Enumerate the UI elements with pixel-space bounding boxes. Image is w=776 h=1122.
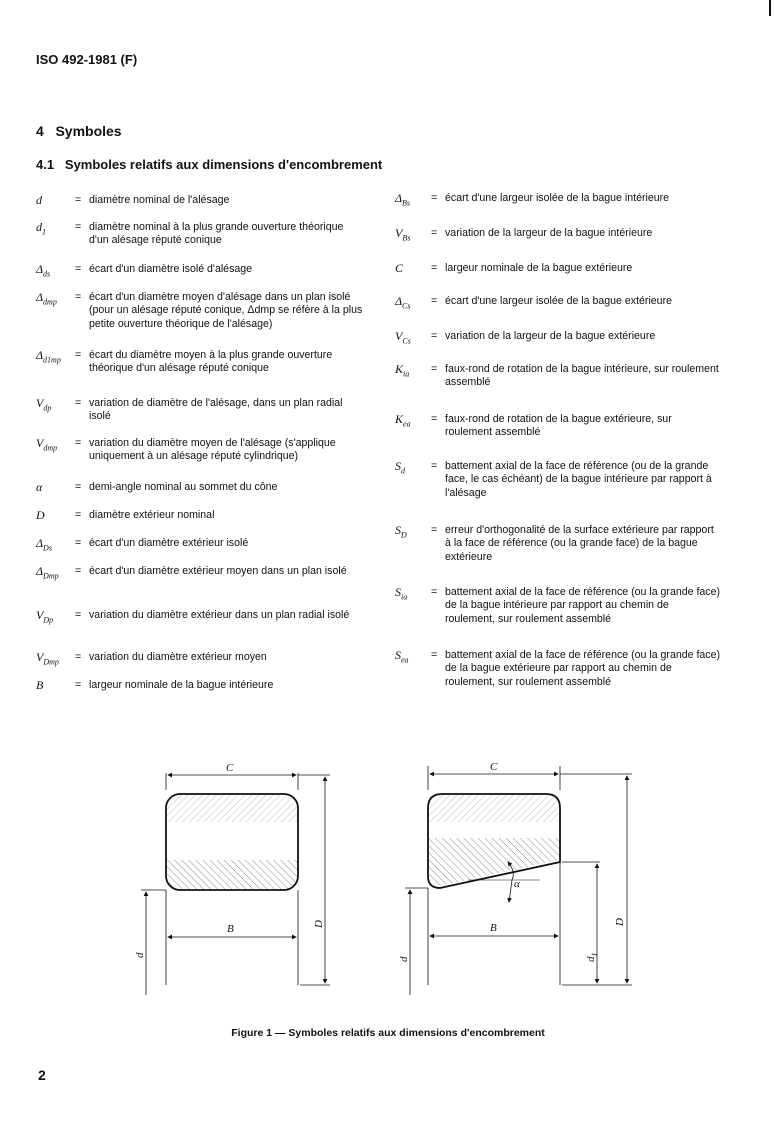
definition: écart d'un diamètre moyen d'alésage dans un plan isolé (pour un alésage réputé conique, Δdmp se réfère à la plus petite ouverture théorique de l'alésage) [89, 291, 363, 330]
definition: variation de la largeur de la bague extérieure [445, 330, 656, 342]
definition: faux-rond de rotation de la bague intérieure, sur roulement assemblé [445, 363, 719, 389]
equals-sign: = [431, 295, 438, 307]
definition: diamètre nominal à la plus grande ouverture théorique d'un alésage réputé conique [89, 221, 344, 247]
symbol-main: Δ [395, 294, 403, 308]
equals-sign: = [75, 291, 82, 303]
symbol-main: D [36, 508, 45, 522]
definition: erreur d'orthogonalité de la surface extérieure par rapport à la face de référence (ou la grande face) de la bague extérieure [445, 524, 714, 563]
equals-sign: = [431, 460, 438, 472]
definition: écart du diamètre moyen à la plus grande ouverture théorique d'un alésage réputé conique [89, 349, 333, 375]
equals-sign: = [431, 586, 438, 598]
equals-sign: = [431, 524, 438, 536]
symbol-subscript: D [401, 530, 407, 540]
symbol-main: S [395, 585, 401, 599]
equals-sign: = [431, 330, 438, 342]
symbol-subscript: Dmp [43, 571, 59, 581]
label-C-right: C [490, 761, 498, 773]
symbol-main: V [395, 226, 403, 240]
definition: variation du diamètre extérieur dans un plan radial isolé [89, 609, 350, 621]
equals-sign: = [431, 262, 438, 274]
figure-caption: Figure 1 — Symboles relatifs aux dimensions d'encombrement [231, 1027, 545, 1039]
symbol-subscript: Cs [402, 336, 411, 346]
equals-sign: = [431, 192, 438, 204]
equals-sign: = [75, 609, 82, 621]
symbol-main: d [36, 193, 42, 207]
symbol-main: V [36, 396, 44, 410]
equals-sign: = [431, 227, 438, 239]
label-d-right: d [398, 956, 410, 962]
symbol-main: Δ [36, 348, 44, 362]
definition: battement axial de la face de référence (ou de la grande face, le cas échéant) de la bague intérieure par rapport à l'alésage [445, 460, 712, 499]
equals-sign: = [431, 413, 438, 425]
symbol-subscript: d [401, 466, 405, 476]
equals-sign: = [431, 649, 438, 661]
definition: écart d'une largeur isolée de la bague intérieure [445, 192, 670, 204]
symbol-main: C [395, 261, 404, 275]
definition: diamètre nominal de l'alésage [89, 194, 230, 206]
definition: variation du diamètre extérieur moyen [89, 651, 267, 663]
equals-sign: = [75, 651, 82, 663]
definition: variation du diamètre moyen de l'alésage (s'applique uniquement à un alésage réputé cylindrique) [89, 437, 336, 463]
definition: battement axial de la face de référence (ou la grande face) de la bague extérieure par rapport au chemin de roulement, sur roulement assemblé [445, 649, 721, 688]
definition: battement axial de la face de référence (ou la grande face) de la bague intérieure par rapport au chemin de roulement, sur roulement assemblé [445, 586, 721, 625]
definition: écart d'une largeur isolée de la bague extérieure [445, 295, 672, 307]
symbol-subscript: ia [401, 592, 408, 602]
equals-sign: = [75, 221, 82, 233]
symbol-subscript: Cs [402, 301, 411, 311]
symbol-subscript: Dp [43, 615, 54, 625]
symbol-main: S [395, 523, 401, 537]
equals-sign: = [431, 363, 438, 375]
definition: écart d'un diamètre extérieur moyen dans un plan isolé [89, 565, 347, 577]
symbol-main: Δ [36, 564, 44, 578]
symbol-main: B [36, 678, 44, 692]
label-B-right: B [490, 922, 497, 934]
symbol-subscript: ia [403, 369, 410, 379]
definition: variation de la largeur de la bague intérieure [445, 227, 653, 239]
symbol-subscript: dp [43, 403, 52, 413]
symbol-main: S [395, 459, 401, 473]
symbol-main: K [395, 412, 404, 426]
definition: diamètre extérieur nominal [89, 509, 215, 521]
symbol-subscript: ea [401, 655, 409, 665]
cylindrical-bearing-section [141, 773, 330, 995]
symbol-main: d [36, 220, 42, 234]
symbol-main: V [36, 608, 44, 622]
symbol-subscript: ea [403, 419, 411, 429]
symbol-main: V [395, 329, 403, 343]
symbol-main: S [395, 648, 401, 662]
label-D-left: D [313, 920, 325, 928]
symbol-subscript: Ds [43, 543, 52, 553]
label-C-left: C [226, 762, 234, 774]
subsection-title: 4.1 Symboles relatifs aux dimensions d'encombrement [36, 157, 383, 172]
equals-sign: = [75, 263, 82, 275]
symbol-subscript: Dmp [43, 657, 59, 667]
equals-sign: = [75, 194, 82, 206]
definition: demi-angle nominal au sommet du cône [89, 481, 278, 493]
symbol-main: K [395, 362, 404, 376]
definition: largeur nominale de la bague extérieure [445, 262, 633, 274]
symbol-main: α [36, 480, 43, 494]
label-alpha: α [514, 878, 520, 890]
label-d-left: d [134, 952, 146, 958]
symbol-main: Δ [36, 536, 44, 550]
definition: écart d'un diamètre extérieur isolé [89, 537, 249, 549]
equals-sign: = [75, 509, 82, 521]
document-header: ISO 492-1981 (F) [36, 52, 138, 67]
definition: variation de diamètre de l'alésage, dans un plan radial isolé [89, 397, 343, 423]
equals-sign: = [75, 481, 82, 493]
symbol-subscript: dmp [43, 443, 58, 453]
equals-sign: = [75, 437, 82, 449]
equals-sign: = [75, 349, 82, 361]
symbol-main: Δ [36, 290, 44, 304]
symbol-subscript: 1 [42, 227, 46, 237]
equals-sign: = [75, 397, 82, 409]
label-D-right: D [614, 918, 626, 926]
label-d1-right: $d_1$ [585, 952, 599, 962]
symbol-subscript: ds [43, 269, 51, 279]
symbol-subscript: dmp [43, 297, 57, 307]
symbol-subscript: Bs [402, 233, 411, 243]
symbol-subscript: d1mp [43, 355, 61, 365]
symbol-subscript: Bs [402, 198, 411, 208]
equals-sign: = [75, 537, 82, 549]
equals-sign: = [75, 565, 82, 577]
section-title: 4 Symboles [36, 123, 122, 139]
definition: écart d'un diamètre isolé d'alésage [89, 263, 253, 275]
symbol-main: Δ [395, 191, 403, 205]
page-number: 2 [38, 1067, 46, 1083]
label-B-left: B [227, 923, 234, 935]
equals-sign: = [75, 679, 82, 691]
symbol-main: V [36, 650, 44, 664]
definition: faux-rond de rotation de la bague extérieure, sur roulement assemblé [445, 413, 672, 439]
symbol-main: Δ [36, 262, 44, 276]
symbol-main: V [36, 436, 44, 450]
definition: largeur nominale de la bague intérieure [89, 679, 274, 691]
